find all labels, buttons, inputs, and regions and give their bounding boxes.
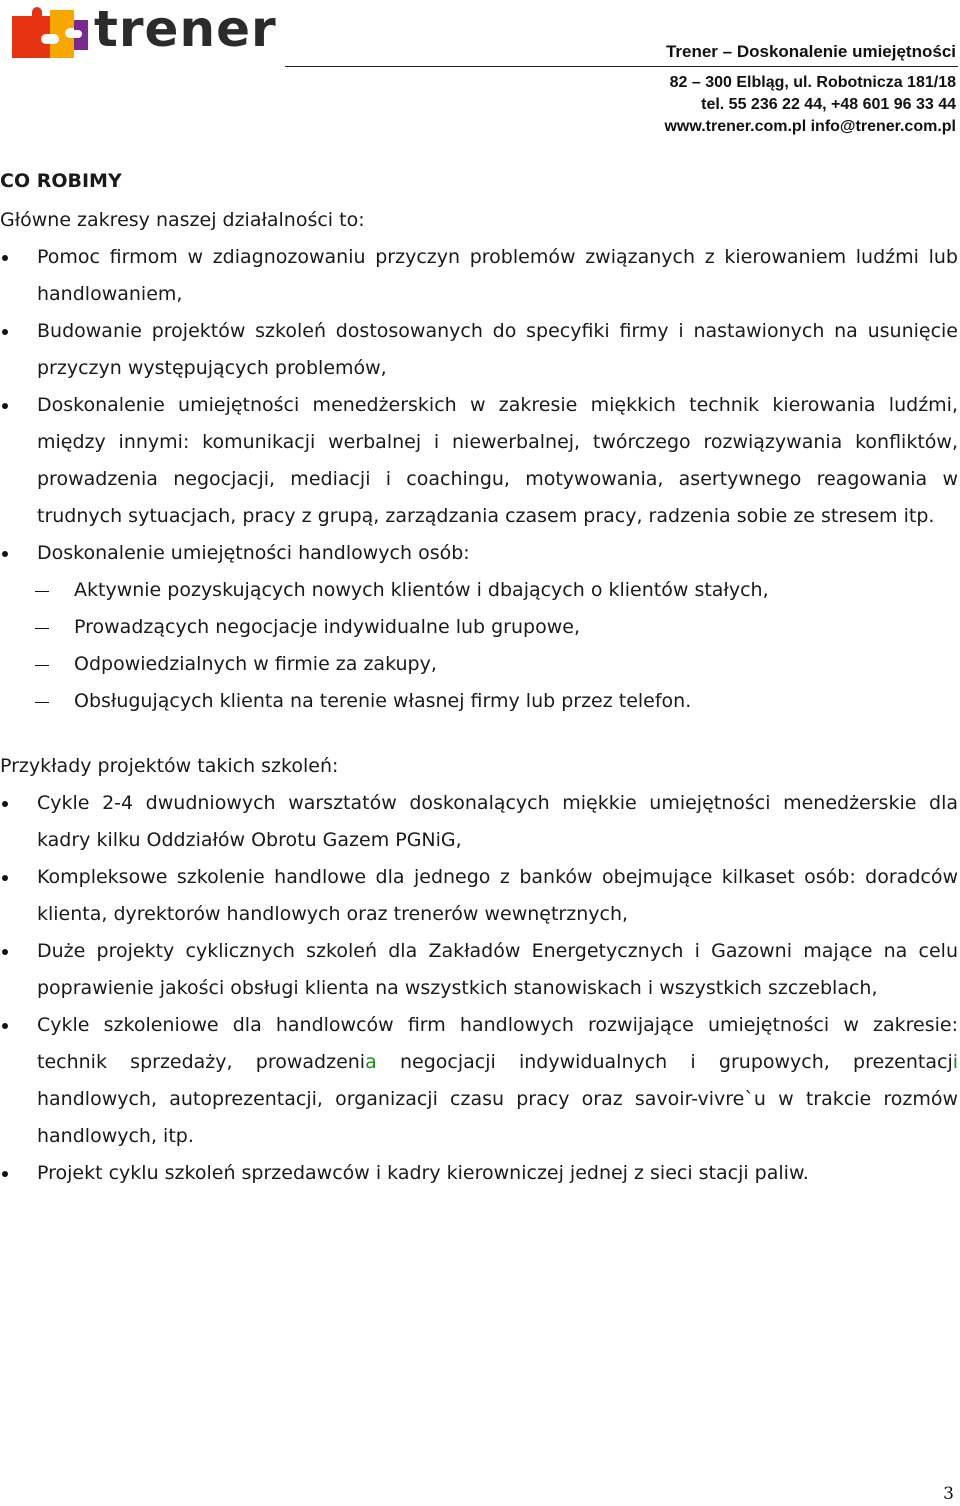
list-item: Cykle 2-4 dwudniowych warsztatów doskonalących miękkie umiejętności menedżerskie dla kadry kilku Oddziałów Obrotu Gazem PGNiG,	[0, 785, 958, 859]
list-item: Budowanie projektów szkoleń dostosowanych do specyfiki firmy i nastawionych na usunięcie przyczyn występujących problemów,	[0, 313, 958, 387]
list-item: Doskonalenie umiejętności handlowych osób:	[0, 535, 958, 572]
sub-list-item: Aktywnie pozyskujących nowych klientów i dbających o klientów stałych,	[0, 572, 958, 609]
company-address: 82 – 300 Elbląg, ul. Robotnicza 181/18	[669, 74, 956, 91]
examples-intro: Przykłady projektów takich szkoleń:	[0, 755, 339, 777]
list-item: Kompleksowe szkolenie handlowe dla jednego z banków obejmujące kilkaset osób: doradców klienta, dyrektorów handlowych oraz trenerów wewnętrznych,	[0, 859, 958, 933]
bullet-icon	[2, 329, 8, 335]
dash-icon	[35, 591, 49, 592]
document-body	[0, 168, 958, 1192]
bullet-icon	[2, 403, 8, 409]
page-number: 3	[943, 1484, 954, 1504]
company-web-email: www.trener.com.pl info@trener.com.pl	[664, 118, 956, 135]
dash-icon	[35, 628, 49, 629]
section-intro: Główne zakresy naszej działalności to:	[0, 209, 365, 231]
bullet-icon	[2, 1171, 8, 1177]
bullet-icon	[2, 255, 8, 261]
list-item: Pomoc firmom w zdiagnozowaniu przyczyn problemów związanych z kierowaniem ludźmi lub handlowaniem,	[0, 239, 958, 313]
list-item: Cykle szkoleniowe dla handlowców firm handlowych rozwijające umiejętności w zakresie: technik sprzedaży, prowadzenia negocjacji indywidualnych i grupowych, prezentacji handlowych, autoprezentacji, organizacji czasu pracy oraz savoir-vivre`u w trakcie rozmów handlowych, itp.	[0, 1007, 958, 1155]
dash-icon	[35, 702, 49, 703]
bullet-icon	[2, 875, 8, 881]
company-name: Trener – Doskonalenie umiejętności	[665, 42, 956, 61]
list-item: Doskonalenie umiejętności menedżerskich w zakresie miękkich technik kierowania ludźmi, między innymi: komunikacji werbalnej i niewerbalnej, twórczego rozwiązywania konfliktów, prowadzenia negocjacji, mediacji i coachingu, motywowania, asertywnego reagowania w trudnych sytuacjach, pracy z grupą, zarządzania czasem pracy, radzenia sobie ze stresem itp.	[0, 387, 958, 535]
sub-list-item: Odpowiedzialnych w firmie za zakupy,	[0, 646, 958, 683]
page-header	[0, 0, 960, 140]
bullet-icon	[2, 801, 8, 807]
company-phone: tel. 55 236 22 44, +48 601 96 33 44	[701, 96, 956, 113]
bullet-icon	[2, 551, 8, 557]
dash-icon	[35, 665, 49, 666]
list-item: Duże projekty cyklicznych szkoleń dla Zakładów Energetycznych i Gazowni mające na celu poprawienie jakości obsługi klienta na wszystkich stanowiskach i wszystkich szczeblach,	[0, 933, 958, 1007]
examples-list	[0, 785, 958, 1192]
header-divider	[285, 66, 958, 67]
list-item: Projekt cyklu szkoleń sprzedawców i kadry kierowniczej jednej z sieci stacji paliw.	[0, 1155, 958, 1192]
puzzle-logo-icon	[8, 6, 92, 64]
section-heading: CO ROBIMY	[0, 170, 122, 192]
logo-wordmark: trener	[94, 0, 277, 58]
sub-list-item: Prowadzących negocjacje indywidualne lub grupowe,	[0, 609, 958, 646]
bullet-icon	[2, 1023, 8, 1029]
sales-people-sublist	[0, 572, 958, 720]
sub-list-item: Obsługujących klienta na terenie własnej firmy lub przez telefon.	[0, 683, 958, 720]
bullet-icon	[2, 949, 8, 955]
activities-list	[0, 239, 958, 572]
trener-logo	[8, 0, 288, 64]
